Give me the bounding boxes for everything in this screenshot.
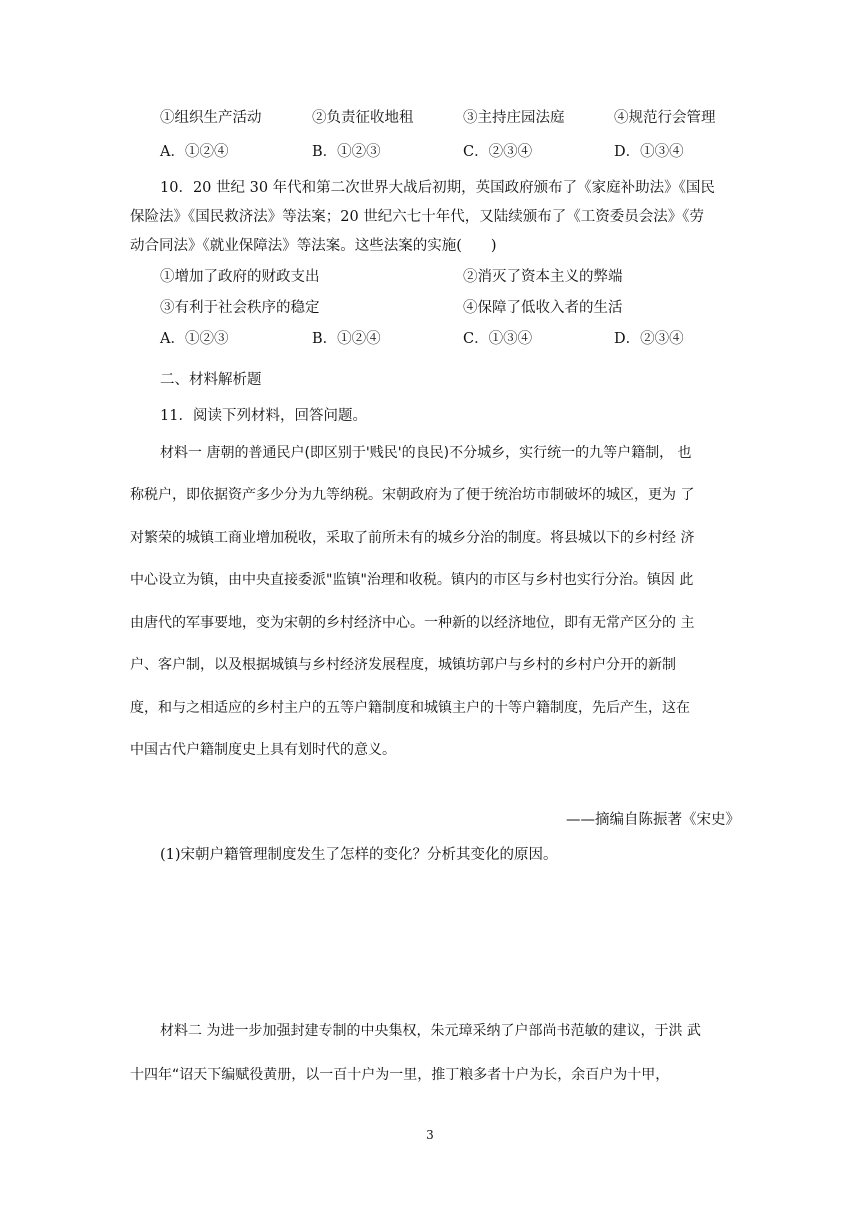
material-1-line-8: 中国古代户籍制度史上具有划时代的意义。 [130,742,396,758]
q10-answer-a: A．①②③ [160,331,229,347]
material-2-line-1: 材料二 为进一步加强封建专制的中央集权，朱元璋采纳了户部尚书范敏的建议，于洪 武 [160,1023,701,1039]
q9-answer-b: B．①②③ [312,144,381,160]
q10-answers-row [0,327,860,347]
material-1-line-4: 中心设立为镇，由中央直接委派"监镇"治理和收税。镇内的市区与乡村也实行分治。镇因 此 [130,572,694,588]
q9-item-2: ②负责征收地租 [312,110,414,126]
q10-answer-c: C．①③④ [463,331,533,347]
material-1-line-7: 度，和与之相适应的乡村主户的五等户籍制度和城镇主户的十等户籍制度，先后产生，这在 [130,700,690,716]
q11-intro: 11．阅读下列材料，回答问题。 [160,408,367,424]
q9-answer-d: D．①③④ [614,144,684,160]
material-1-line-6: 户、客户制，以及根据城镇与乡村经济发展程度，城镇坊郭户与乡村的乡村户分开的新制 [130,657,676,673]
q10-item-1: ①增加了政府的财政支出 [160,269,320,285]
q10-item-3: ③有利于社会秩序的稳定 [160,300,320,316]
material-1-line-2: 称税户，即依据资产多少分为九等纳税。宋朝政府为了便于统治坊市制破坏的城区，更为 了 [130,487,695,503]
q9-answer-a: A．①②④ [160,144,229,160]
material-1-line-3: 对繁荣的城镇工商业增加税收，采取了前所未有的城乡分治的制度。将县城以下的乡村经 济 [130,530,695,546]
q9-answers-row [0,140,860,160]
q10-line-2: 保险法》《国民救济法》等法案；20 世纪六七十年代，又陆续颁布了《工资委员会法》《劳 [130,209,705,225]
page-number: 3 [426,1128,434,1142]
q10-items-row-1 [0,265,860,285]
q10-item-4: ④保障了低收入者的生活 [463,300,623,316]
material-2-line-2: 十四年“诏天下编赋役黄册，以一百十户为一里，推丁粮多者十户为长，余百户为十甲， [130,1067,670,1083]
q10-items-row-2 [0,296,860,316]
q10-line-1: 10．20 世纪 30 年代和第二次世界大战后初期，英国政府颁布了《家庭补助法》《国民 [160,180,715,196]
material-1-line-5: 由唐代的军事要地，变为宋朝的乡村经济中心。一种新的以经济地位，即有无常产区分的 主 [130,615,695,631]
q9-item-3: ③主持庄园法庭 [463,110,565,126]
q11-question-1: (1)宋朝户籍管理制度发生了怎样的变化？分析其变化的原因。 [160,847,558,863]
q10-item-2: ②消灭了资本主义的弊端 [463,269,623,285]
q10-line-3: 动合同法》《就业保障法》等法案。这些法案的实施( ) [130,238,497,254]
q9-item-1: ①组织生产活动 [160,110,262,126]
material-1-line-1: 材料一 唐朝的普通民户(即区别于'贱民'的良民)不分城乡，实行统一的九等户籍制， 也 [160,445,692,461]
q9-item-4: ④规范行会管理 [614,110,716,126]
q9-items-row [0,106,860,126]
material-1-source: ——摘编自陈振著《宋史》 [566,812,740,828]
q10-answer-d: D．②③④ [614,331,684,347]
q9-answer-c: C．②③④ [463,144,533,160]
q10-answer-b: B．①②④ [312,331,381,347]
section-title: 二、材料解析题 [160,372,262,388]
